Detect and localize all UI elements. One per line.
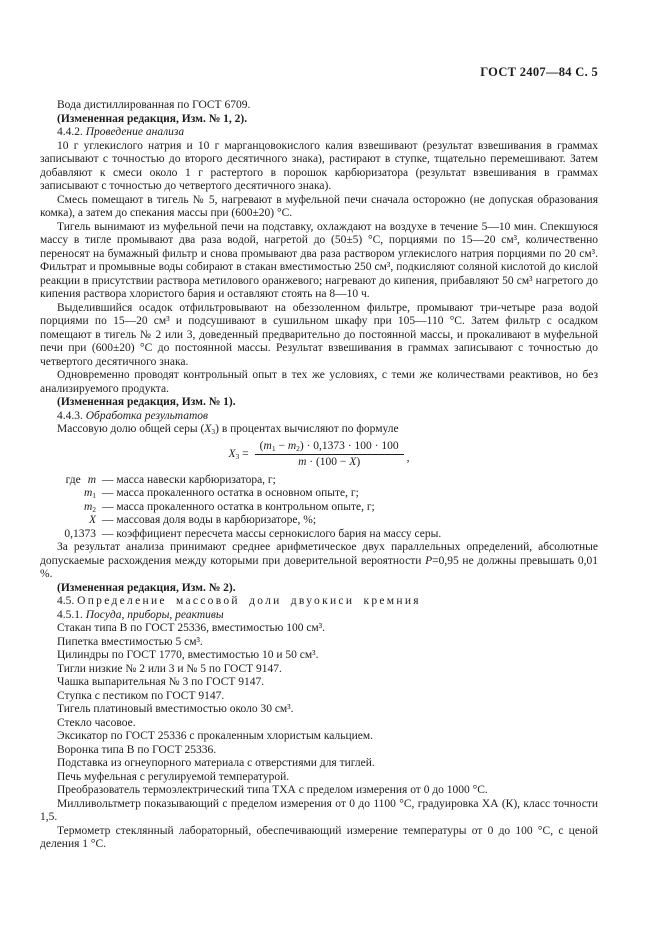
formula-variable: X: [228, 447, 236, 460]
definition-text: — массовая доля воды в карбюризаторе, %;: [102, 514, 317, 526]
definition-row: $m_1$ — масса прокаленного остатка в основном опыте, г;: [40, 487, 598, 501]
equipment-item-evaporating-dish: Чашка выпарительная № 3 по ГОСТ 9147.: [57, 676, 265, 688]
definition-row: [40, 528, 598, 542]
paragraph-control-test: Одновременно проводят контрольный опыт в тех же условиях, с теми же количествами реактивов, но без анализируемого продукта.: [40, 369, 598, 395]
symbol-definitions: [40, 474, 598, 542]
heading-4-5: [40, 595, 598, 609]
heading-4-4-3: [40, 410, 598, 424]
variable-p: P: [425, 554, 433, 567]
equipment-item-stand: Подставка из огнеупорного материала с отверстиями для тиглей.: [57, 757, 375, 769]
definition-text: — масса прокаленного остатка в основном опыте, г;: [102, 487, 359, 499]
equipment-item-watch-glass: Стекло часовое.: [57, 716, 136, 729]
heading-title: Проведение анализа: [85, 126, 185, 138]
equipment-item-cylinders: Цилиндры по ГОСТ 1770, вместимостью 10 и 50 см³.: [57, 649, 319, 661]
heading-title: Обработка результатов: [85, 409, 208, 422]
equals-sign: =: [239, 447, 249, 460]
paragraph-weighing: 10 г углекислого натрия и 10 г марганцовокислого калия взвешивают (результат взвешивания в граммах записывают с точностью до второго десятичного знака), растирают в ступке, тщательно перемешивают. Затем добавляют к смеси около 1 г растертого в порошок карбюризатора (результат взвешивания в граммах записывают с точностью до четвертого десятичного знака).: [40, 139, 598, 192]
document-body: [40, 99, 598, 852]
heading-number: 4.5.: [57, 595, 75, 607]
fraction-denominator: m · (100 − X): [298, 456, 361, 468]
heading-title-spaced: Определение массовой доли двуокиси кремния: [77, 595, 421, 607]
equipment-item-thermometer: Термометр стеклянный лабораторный, обеспечивающий измерение температуры от 0 до 100 °С, с ценой деления 1 °С.: [40, 824, 598, 850]
paragraph-mass-fraction-intro: [40, 423, 598, 437]
text-segment: За результат анализа принимают среднее арифметическое двух параллельных определений, абсолютные допускаемые расхождения между которыми при доверительной вероятности: [40, 541, 598, 567]
heading-4-4-2: [40, 126, 598, 140]
amendment-note-2: (Измененная редакция, Изм. № 2).: [57, 581, 236, 594]
variable-m2: m: [287, 439, 297, 452]
definition-text: — коэффициент пересчета массы сернокислого бария на массу серы.: [102, 527, 442, 540]
formula-x3: [40, 440, 598, 470]
paragraph-sediment-filtering: Выделившийся осадок отфильтровывают на обеззоленном фильтре, промывают три-четыре раза водой порциями по 15—20 см³ и подсушивают в сушильном шкафу при 105—110 °С. Затем фильтр с осадком помещают в тигель № 2 или 3, доведенный предварительно до постоянной массы, и прокаливают в муфельной печи при (600±20) °С до постоянной массы. Результат взвешивания в граммах записывают с точностью до четвертого десятичного знака.: [40, 301, 598, 368]
paragraph-result-average: [40, 541, 598, 582]
formula-left-side: [229, 448, 249, 462]
formula-fraction: [255, 440, 404, 470]
equipment-item-crucibles-low: Тигли низкие № 2 или 3 и № 5 по ГОСТ 9147.: [57, 662, 282, 675]
heading-title: Посуда, приборы, реактивы: [85, 608, 224, 621]
formula-trailing-comma: ,: [406, 451, 410, 464]
paragraph-crucible-washing: Тигель вынимают из муфельной печи на подставку, охлаждают на воздухе в течение 5—10 мин. Спекшуюся массу в тигле промывают два раза водой, нагретой до (50±5) °С, порциями по 15—20 см³, количественно переносят на бумажный фильтр и снова промывают два раза раствором углекислого натрия порциями по 20 см³. Фильтрат и промывные воды собирают в стакан вместимостью 250 см³, подкисляют соляной кислотой до кислой реакции в присутствии раствора метилового оранжевого; нагревают до кипения, прибавляют 50 см³ нагретого до кипения раствора хлористого бария и оставляют стоять на 8—10 ч.: [40, 220, 598, 300]
heading-number: 4.4.2.: [57, 126, 83, 138]
minus-sign: −: [275, 439, 288, 452]
text-segment: ) в процентах вычисляют по формуле: [215, 423, 399, 435]
page-header: ГОСТ 2407—84 С. 5: [480, 65, 598, 79]
equipment-item-funnel: Воронка типа В по ГОСТ 25336.: [57, 743, 217, 756]
definition-text: — масса навески карбюризатора, г;: [102, 473, 276, 486]
definition-text: — масса прокаленного остатка в контрольном опыте, г;: [102, 500, 375, 513]
equipment-item-platinum-crucible: Тигель платиновый вместимостью около 30 см³.: [57, 703, 294, 715]
equipment-item-desiccator: Эксикатор по ГОСТ 25336 с прокаленным хлористым кальцием.: [57, 730, 374, 742]
text-segment: =0,95 не должны превышать 0,01 %.: [40, 554, 598, 580]
equipment-item-pipette: Пипетка вместимостью 5 см³.: [57, 635, 203, 648]
definition-row: [40, 474, 598, 488]
equipment-item-thermocouple: Преобразователь термоэлектрический типа ТХА с пределом измерения от 0 до 1000 °С.: [57, 784, 488, 796]
equipment-item-muffle-furnace: Печь муфельная с регулируемой температурой.: [57, 770, 290, 783]
term-coefficient: 0,1373: [64, 527, 96, 540]
fraction-numerator: $(m_1 - m_2) \cdot 0,1373 \cdot 100 \cdot 100$: [255, 440, 404, 456]
text-segment: Массовую долю общей серы (: [57, 423, 205, 435]
paragraph-mixture-sintering: Смесь помещают в тигель № 5, нагревают в муфельной печи сначала осторожно (не допуская образования комка), а затем до спекания массы при (600±20) °С.: [40, 193, 598, 219]
variable-x3: X: [204, 423, 212, 435]
amendment-note-1: (Измененная редакция, Изм. № 1).: [57, 396, 236, 408]
variable-m: m: [298, 456, 307, 468]
heading-number: 4.4.3.: [57, 409, 83, 422]
paragraph-distilled-water: Вода дистиллированная по ГОСТ 6709.: [57, 99, 251, 111]
definition-row: $m_2$ — масса прокаленного остатка в контрольном опыте, г;: [40, 501, 598, 515]
heading-4-5-1: [40, 609, 598, 623]
term-m1: m: [83, 487, 93, 499]
definition-row: [40, 514, 598, 528]
variable-x: X: [349, 456, 357, 468]
term-m2: m: [83, 500, 93, 513]
where-label: где: [65, 473, 81, 486]
equipment-item-beaker: Стакан типа В по ГОСТ 25336, вместимостью 100 см³.: [57, 622, 326, 634]
amendment-note-1-2: (Измененная редакция, Изм. № 1, 2).: [57, 112, 248, 125]
variable-m1: m: [263, 439, 272, 452]
heading-number: 4.5.1.: [57, 608, 83, 621]
term-x: X: [88, 514, 96, 526]
term-m: m: [87, 473, 96, 486]
equipment-item-millivoltmeter: Милливольтметр показывающий с пределом измерения от 0 до 1100 °С, градуировка ХА (К), класс точности 1,5.: [40, 797, 598, 823]
variable-x3-subscript: 3: [211, 427, 216, 436]
formula-subscript: 3: [235, 451, 240, 461]
equipment-item-mortar: Ступка с пестиком по ГОСТ 9147.: [57, 689, 225, 702]
